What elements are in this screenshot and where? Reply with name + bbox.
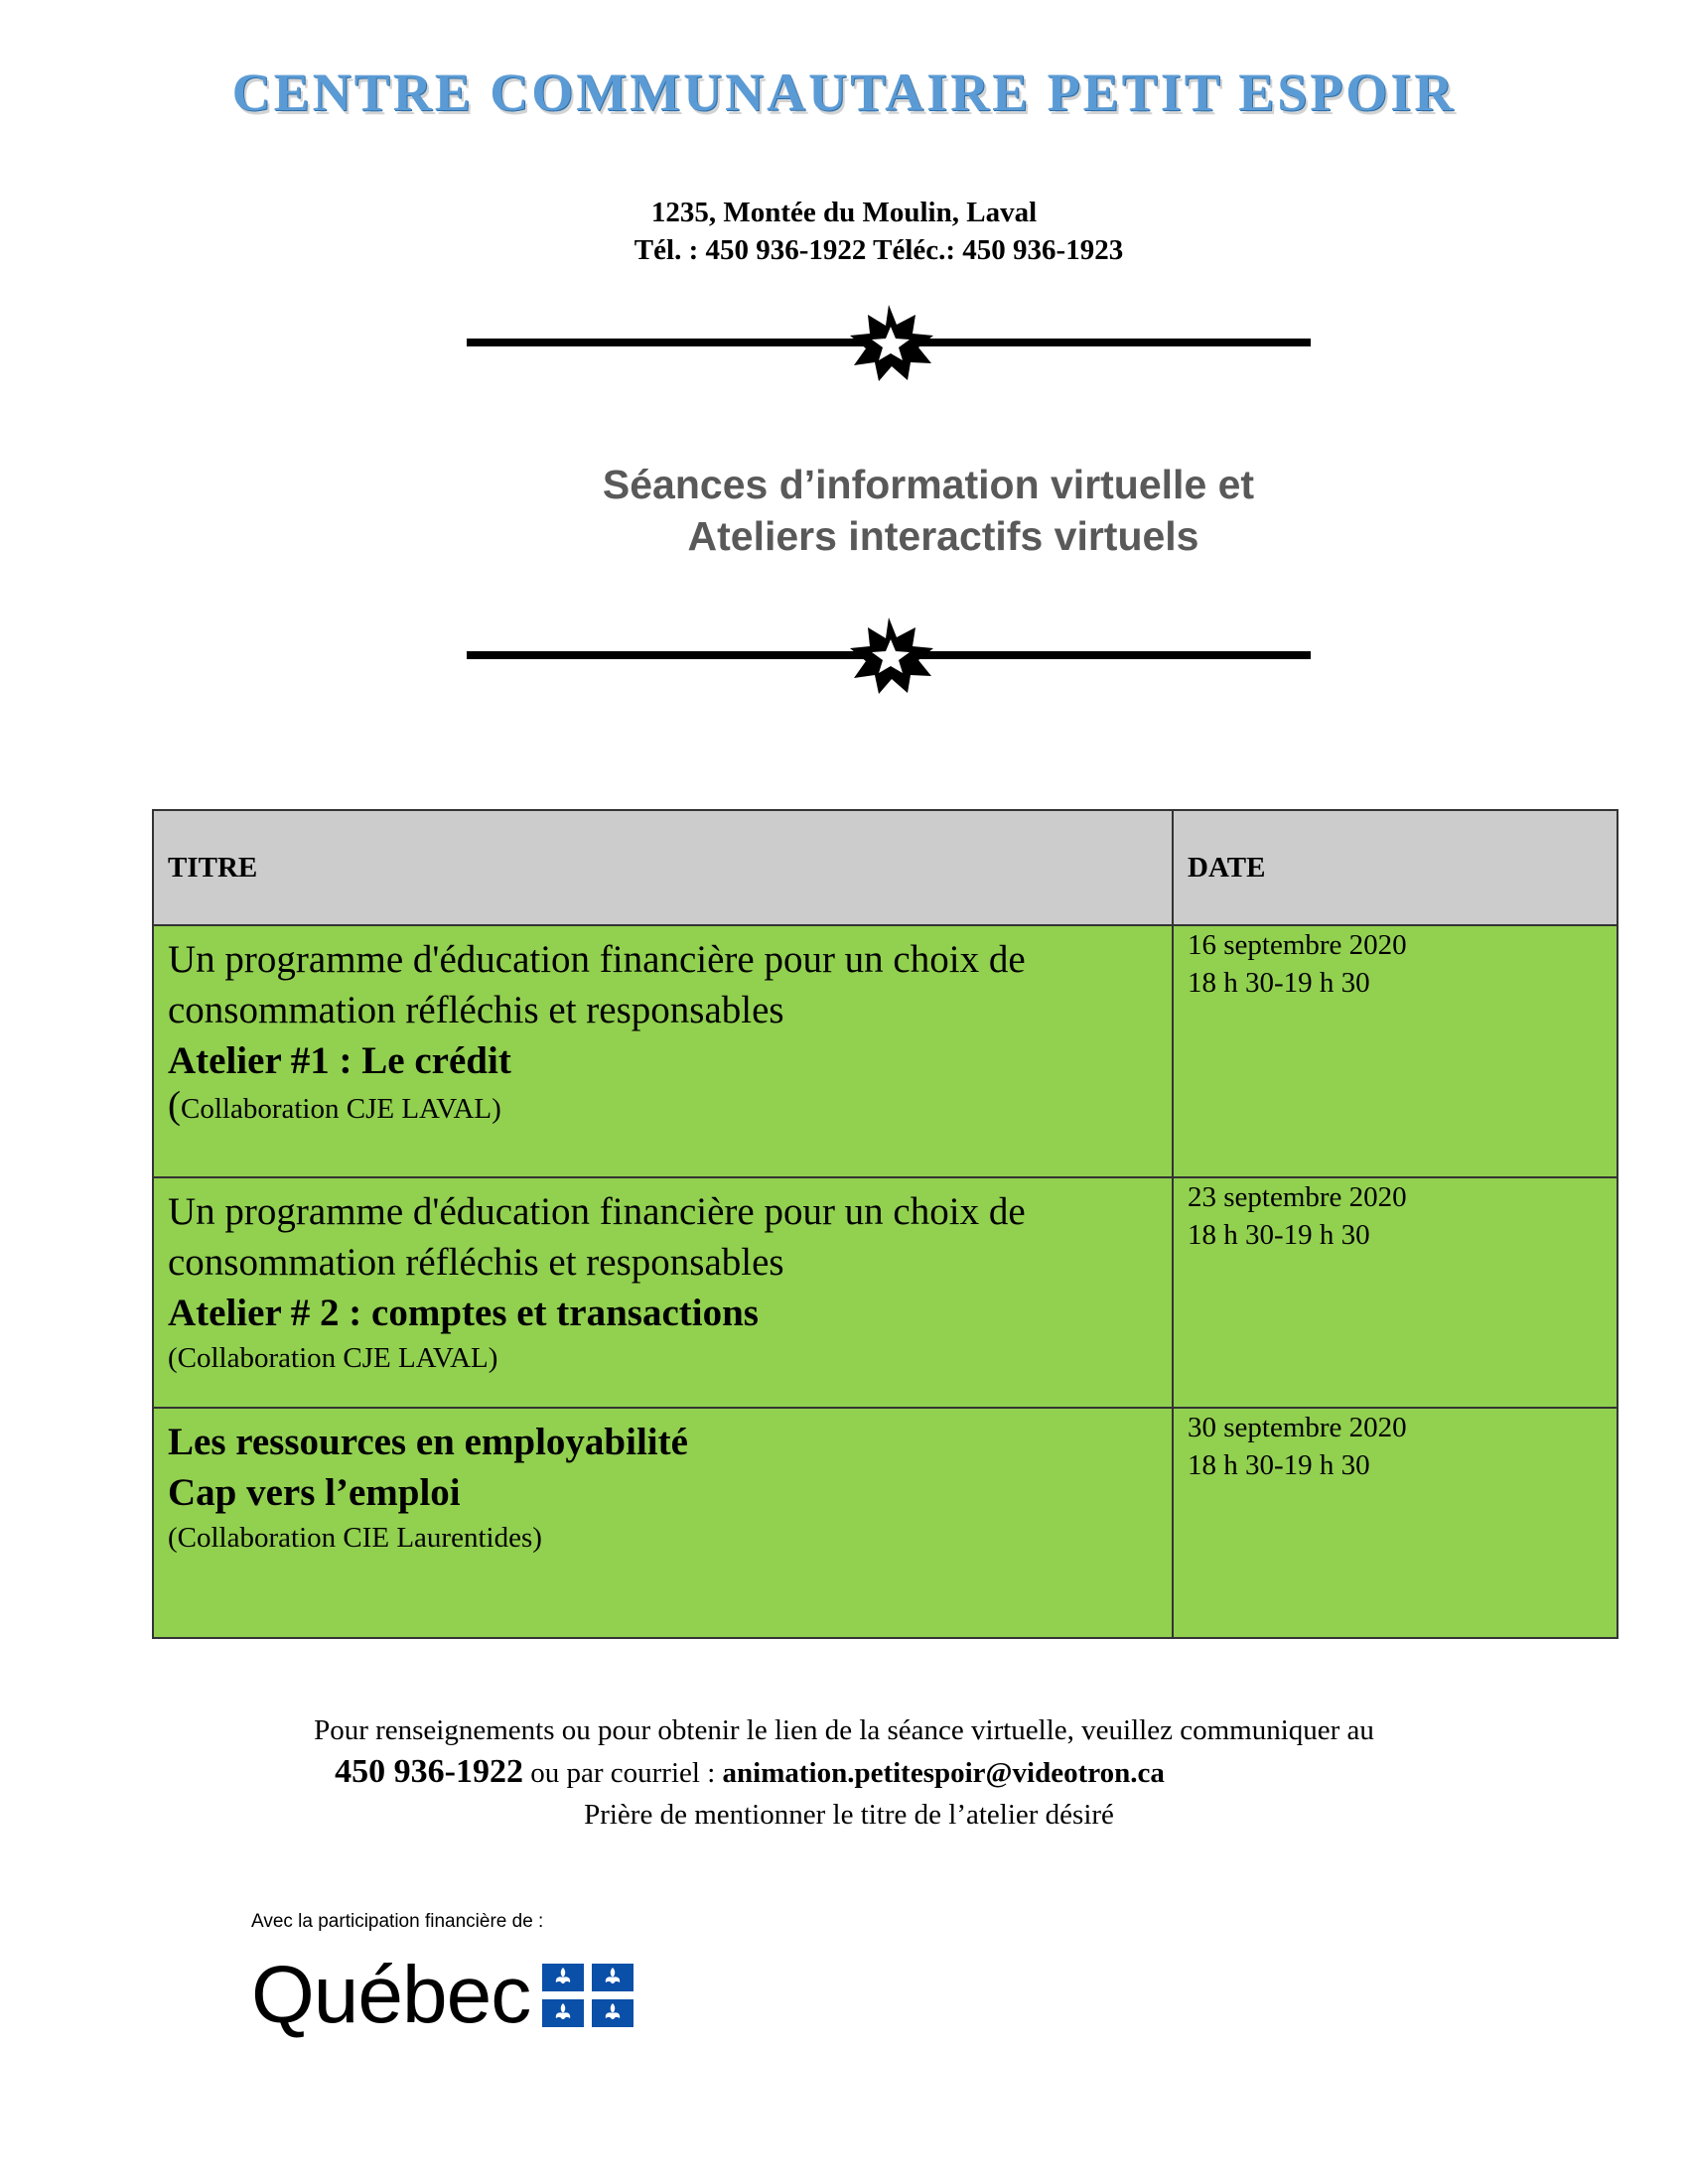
collaboration-note: (Collaboration CJE LAVAL) <box>168 1084 501 1127</box>
quebec-flag-icon <box>542 1964 633 2027</box>
header-date: DATE <box>1173 810 1618 925</box>
schedule-table <box>152 809 1618 1639</box>
header-title: TITRE <box>153 810 1173 925</box>
contact-note: Prière de mentionner le titre de l’atelier désiré <box>584 1799 1114 1831</box>
quebec-logo <box>251 1951 633 2040</box>
workshop-subtitle: Cap vers l’emploi <box>168 1471 461 1514</box>
contact-phone: 450 936-1922 <box>335 1753 523 1790</box>
star-divider-top <box>467 303 1311 382</box>
session-title-cell <box>153 1177 1173 1408</box>
session-date: 30 septembre 2020 <box>1188 1412 1407 1443</box>
session-date-cell <box>1173 1177 1618 1408</box>
workshop-title: Atelier #1 : Le crédit <box>168 1039 511 1082</box>
session-time: 18 h 30-19 h 30 <box>1188 1219 1370 1251</box>
session-date: 23 septembre 2020 <box>1188 1181 1407 1213</box>
org-name: CENTRE COMMUNAUTAIRE PETIT ESPOIR <box>231 63 1457 122</box>
contact-email: animation.petitespoir@videotron.ca <box>722 1757 1165 1789</box>
table-header-row <box>153 810 1618 925</box>
session-date: 16 septembre 2020 <box>1188 929 1407 961</box>
contact-or-email: ou par courriel : <box>523 1757 723 1789</box>
table-row <box>153 1177 1618 1408</box>
table-row <box>153 1408 1618 1638</box>
session-date-cell <box>1173 925 1618 1177</box>
workshop-title: Les ressources en employabilité <box>168 1421 688 1463</box>
contact-intro: Pour renseignements ou pour obtenir le lien de la séance virtuelle, veuillez communiquer au <box>314 1714 1374 1746</box>
page-heading <box>447 459 1410 562</box>
quebec-wordmark: Québec <box>251 1950 531 2040</box>
program-text: Un programme d'éducation financière pour un choix de consommation réfléchis et responsables <box>168 1190 1026 1284</box>
collaboration-note: (Collaboration CIE Laurentides) <box>168 1522 542 1554</box>
contact-line <box>0 1751 1499 1794</box>
session-time: 18 h 30-19 h 30 <box>1188 1449 1370 1481</box>
star-divider-bottom <box>467 615 1311 695</box>
session-title-cell <box>153 925 1173 1177</box>
workshop-title: Atelier # 2 : comptes et transactions <box>168 1292 759 1334</box>
address-block <box>0 194 1688 269</box>
heading-line-2: Ateliers interactifs virtuels <box>687 513 1199 559</box>
funding-label: Avec la participation financière de : <box>251 1911 544 1932</box>
table-row <box>153 925 1618 1177</box>
contact-block <box>0 1709 1688 1836</box>
address-line: 1235, Montée du Moulin, Laval <box>650 197 1038 228</box>
collaboration-note: (Collaboration CJE LAVAL) <box>168 1342 498 1374</box>
session-time: 18 h 30-19 h 30 <box>1188 967 1370 999</box>
heading-line-1: Séances d’information virtuelle et <box>602 462 1255 507</box>
program-text: Un programme d'éducation financière pour un choix de consommation réfléchis et responsables <box>168 938 1026 1031</box>
session-date-cell <box>1173 1408 1618 1638</box>
session-title-cell <box>153 1408 1173 1638</box>
phone-fax-line: Tél. : 450 936-1922 Téléc.: 450 936-1923 <box>633 234 1124 266</box>
